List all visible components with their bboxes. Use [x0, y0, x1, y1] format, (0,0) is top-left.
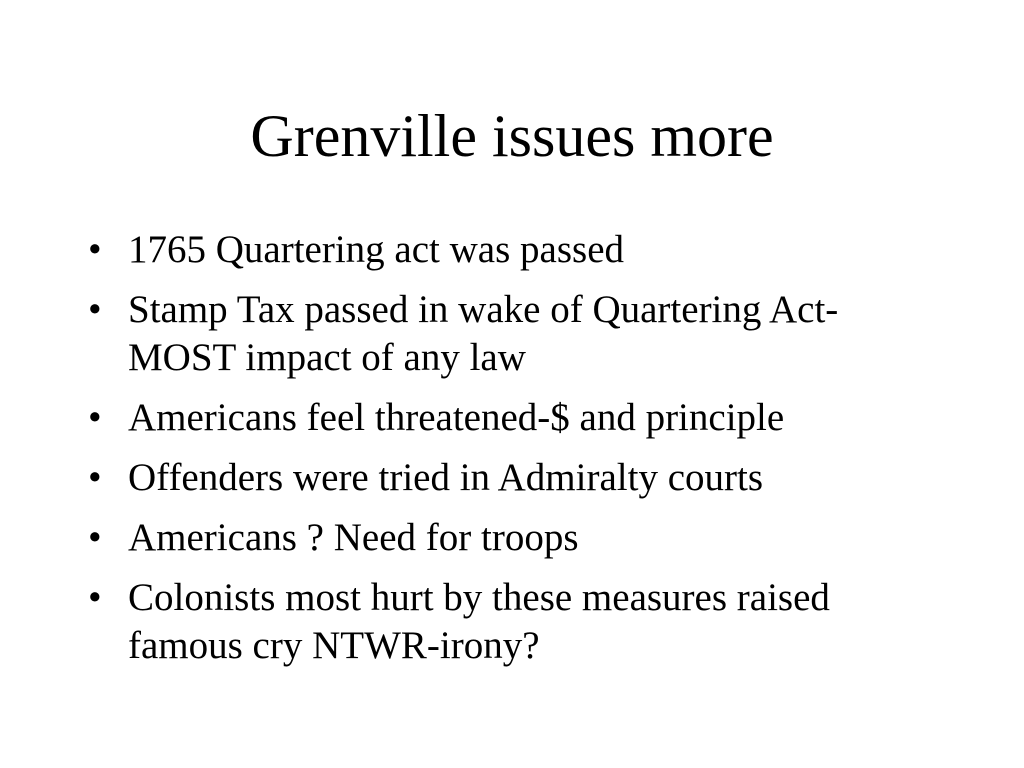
- bullet-text: Americans feel threatened-$ and principle: [128, 396, 785, 439]
- bullet-item: [88, 454, 948, 502]
- bullet-icon: •: [88, 228, 102, 271]
- bullet-item: [88, 514, 948, 562]
- bullet-item: [88, 286, 948, 382]
- bullet-icon: •: [88, 288, 102, 331]
- bullet-text: 1765 Quartering act was passed: [128, 228, 625, 271]
- bullet-icon: •: [88, 396, 102, 439]
- bullet-text: Americans ? Need for troops: [128, 516, 579, 559]
- bullet-icon: •: [88, 516, 102, 559]
- bullet-item: [88, 226, 948, 274]
- bullet-text: Stamp Tax passed in wake of Quartering Act- MOST impact of any law: [128, 288, 839, 379]
- bullet-icon: •: [88, 456, 102, 499]
- bullet-list: [88, 226, 948, 682]
- bullet-text: Offenders were tried in Admiralty courts: [128, 456, 764, 499]
- bullet-icon: •: [88, 576, 102, 619]
- bullet-text: Colonists most hurt by these measures raised famous cry NTWR-irony?: [128, 576, 830, 667]
- slide-title: Grenville issues more: [250, 103, 774, 169]
- bullet-item: [88, 394, 948, 442]
- bullet-item: [88, 574, 948, 670]
